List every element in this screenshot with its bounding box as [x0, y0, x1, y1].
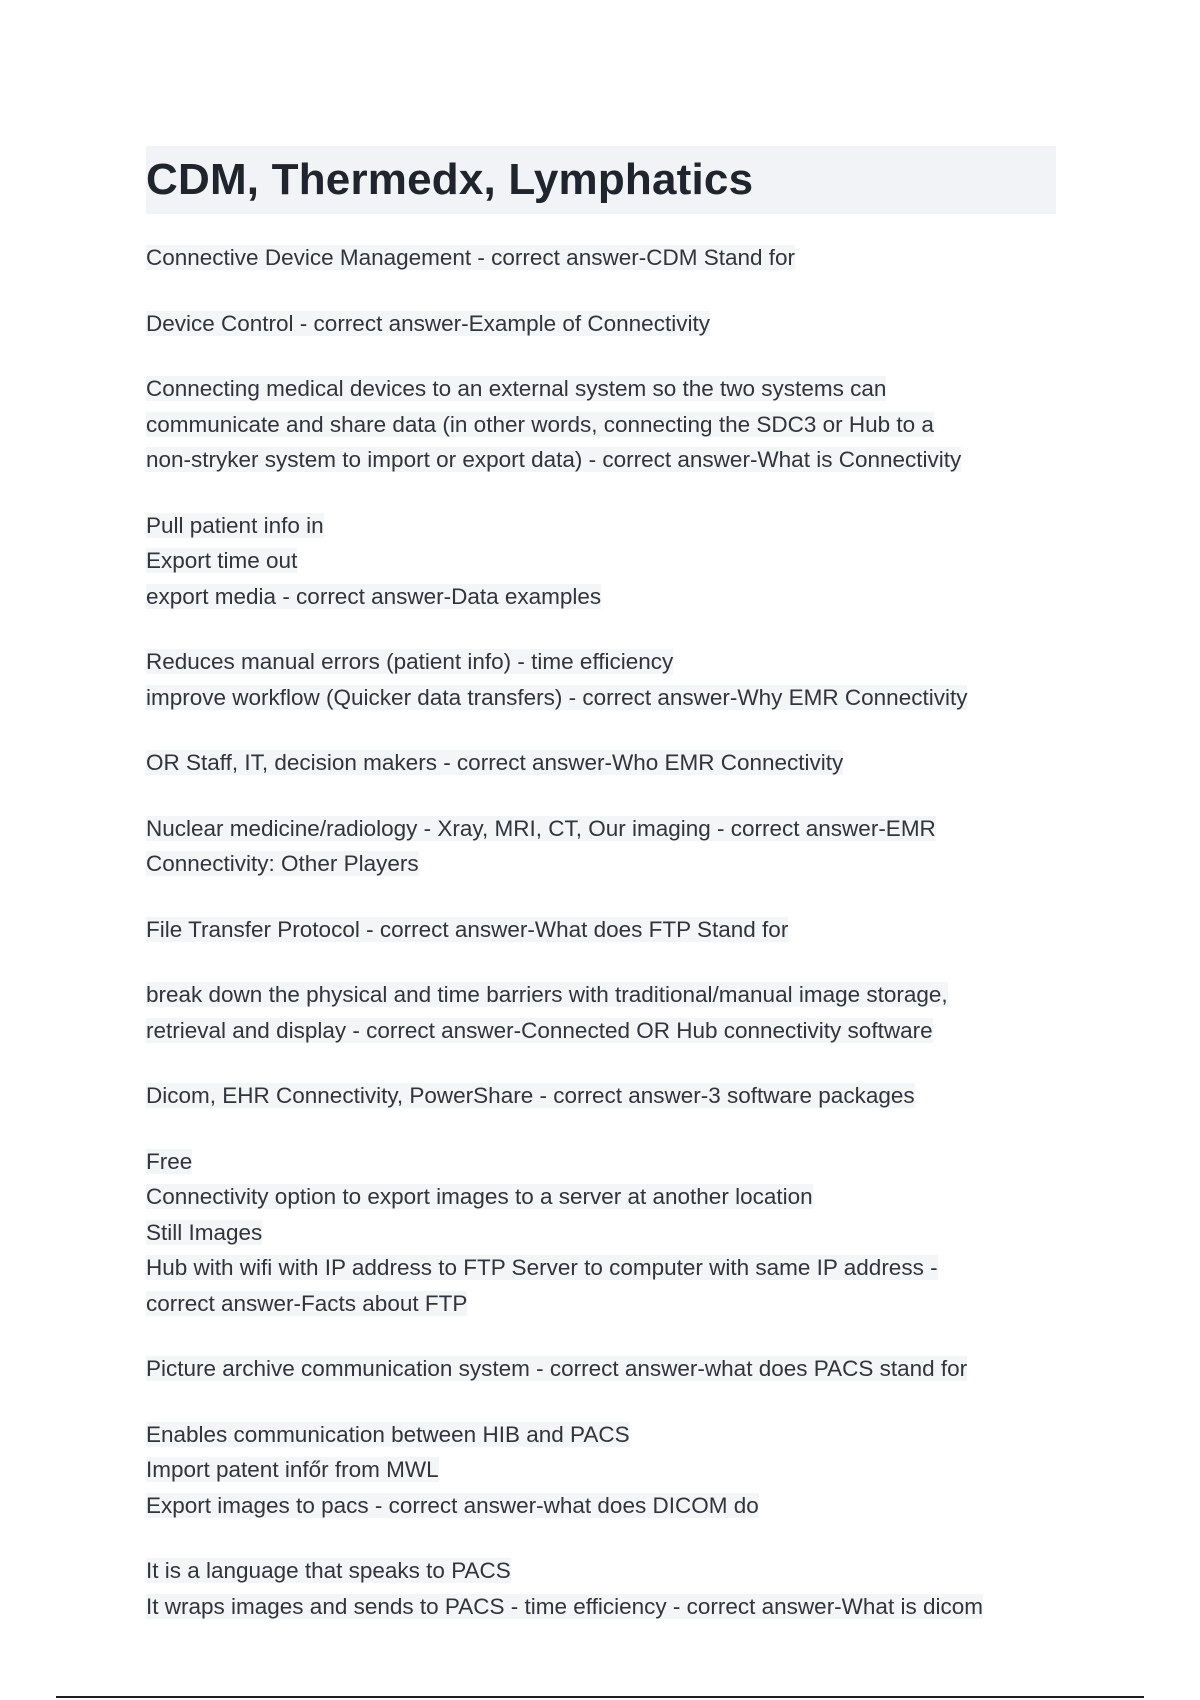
flashcard-line-row [146, 1015, 1056, 1051]
flashcard-entry [146, 308, 1056, 344]
flashcard-line: Still Images [146, 1219, 263, 1245]
page-title: CDM, Thermedx, Lymphatics [146, 155, 754, 204]
flashcard-line-row [146, 646, 1056, 682]
flashcard-line: Connecting medical devices to an external system so the two systems can [146, 376, 887, 401]
flashcard-line: export media - correct answer-Data examples [146, 583, 602, 609]
flashcard-line: Connectivity: Other Players [146, 851, 419, 876]
flashcard-line: Connective Device Management - correct answer-CDM Stand for [146, 245, 796, 270]
flashcard-line-row [146, 914, 1056, 950]
flashcard-line-row [146, 1217, 1056, 1253]
flashcard-entry [146, 242, 1056, 278]
flashcard-line-row [146, 979, 1056, 1015]
flashcard-line: Nuclear medicine/radiology - Xray, MRI, CT, Our imaging - correct answer-EMR [146, 815, 936, 841]
flashcard-line: break down the physical and time barriers with traditional/manual image storage, [146, 982, 948, 1007]
flashcard-line: Export time out [146, 548, 298, 573]
flashcard-entry [146, 1353, 1056, 1389]
flashcard-line: OR Staff, IT, decision makers - correct answer-Who EMR Connectivity [146, 750, 844, 775]
flashcard-line-row [146, 409, 1056, 445]
flashcard-line-row [146, 747, 1056, 783]
flashcard-line-row [146, 1555, 1056, 1591]
flashcard-line-row [146, 1454, 1056, 1490]
flashcard-line-row [146, 1419, 1056, 1455]
flashcard-line-row [146, 813, 1056, 849]
flashcard-line-row [146, 242, 1056, 278]
flashcard-line: Free [146, 1148, 193, 1174]
flashcard-line: It is a language that speaks to PACS [146, 1558, 511, 1583]
document-page [146, 146, 1056, 1656]
flashcard-line: Device Control - correct answer-Example of Connectivity [146, 310, 710, 336]
flashcard-entry [146, 1080, 1056, 1116]
flashcard-line-row [146, 308, 1056, 344]
flashcard-line: Connectivity option to export images to a server at another location [146, 1184, 813, 1209]
flashcard-entry [146, 1146, 1056, 1324]
flashcard-line: Export images to pacs - correct answer-what does DICOM do [146, 1492, 759, 1518]
flashcard-entry [146, 813, 1056, 884]
flashcard-line-row [146, 1490, 1056, 1526]
title-bar [146, 146, 1056, 214]
flashcard-line: correct answer-Facts about FTP [146, 1290, 468, 1316]
flashcard-entry [146, 646, 1056, 717]
flashcard-line-row [146, 1288, 1056, 1324]
flashcard-entry [146, 747, 1056, 783]
flashcard-line: Picture archive communication system - correct answer-what does PACS stand for [146, 1356, 968, 1381]
flashcard-line-row [146, 682, 1056, 718]
flashcard-line-row [146, 1353, 1056, 1389]
flashcard-line: It wraps images and sends to PACS - time efficiency - correct answer-What is dicom [146, 1593, 983, 1619]
flashcard-line: non-stryker system to import or export data) - correct answer-What is Connectivity [146, 447, 962, 472]
flashcard-entry [146, 510, 1056, 617]
flashcard-line-row [146, 510, 1056, 546]
flashcard-line: Reduces manual errors (patient info) - time efficiency [146, 649, 674, 674]
flashcard-line-row [146, 444, 1056, 480]
flashcard-line: Pull patient info in [146, 512, 324, 538]
flashcard-entry [146, 914, 1056, 950]
flashcard-line: improve workflow (Quicker data transfers) - correct answer-Why EMR Connectivity [146, 684, 968, 710]
flashcard-line: Enables communication between HIB and PACS [146, 1421, 630, 1447]
flashcard-line: Hub with wifi with IP address to FTP Server to computer with same IP address - [146, 1255, 938, 1280]
flashcard-line-row [146, 1591, 1056, 1627]
flashcard-line: Import patent infőr from MWL [146, 1457, 439, 1482]
footer-divider [56, 1696, 1144, 1698]
flashcard-line-row [146, 1080, 1056, 1116]
flashcard-list [146, 242, 1056, 1626]
flashcard-line: Dicom, EHR Connectivity, PowerShare - correct answer-3 software packages [146, 1083, 915, 1108]
flashcard-line-row [146, 1252, 1056, 1288]
flashcard-line-row [146, 848, 1056, 884]
flashcard-entry [146, 1419, 1056, 1526]
flashcard-entry [146, 979, 1056, 1050]
flashcard-entry [146, 1555, 1056, 1626]
flashcard-line-row [146, 545, 1056, 581]
flashcard-line-row [146, 1181, 1056, 1217]
flashcard-line: retrieval and display - correct answer-Connected OR Hub connectivity software [146, 1017, 933, 1043]
flashcard-line-row [146, 373, 1056, 409]
flashcard-line-row [146, 1146, 1056, 1182]
flashcard-line: File Transfer Protocol - correct answer-What does FTP Stand for [146, 916, 789, 942]
flashcard-line-row [146, 581, 1056, 617]
flashcard-line: communicate and share data (in other words, connecting the SDC3 or Hub to a [146, 411, 934, 437]
flashcard-entry [146, 373, 1056, 480]
